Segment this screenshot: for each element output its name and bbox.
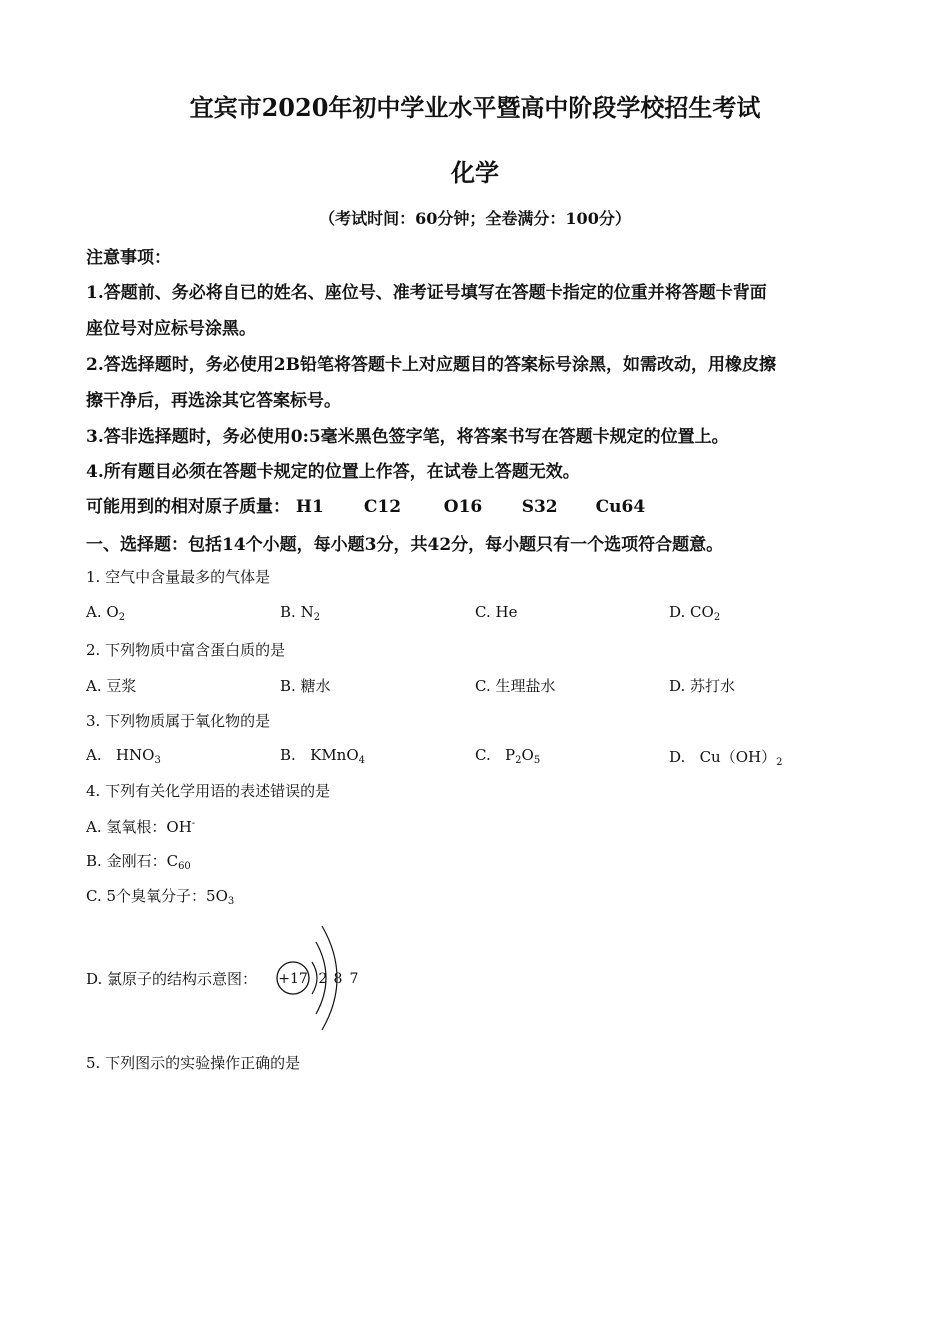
- notice-item-2-line2: 擦干净后，再选涂其它答案标号。: [86, 391, 341, 411]
- shell-2-electrons: 8: [333, 971, 343, 987]
- q4-option-a: A. 氢氧根：OH-: [86, 818, 196, 836]
- atomic-mass-cu: Cu64: [595, 497, 646, 517]
- q4-option-d: D. 氯原子的结构示意图：: [86, 970, 258, 988]
- notice-item-1-line2: 座位号对应标号涂黑。: [86, 319, 256, 339]
- q1-option-c: C. He: [475, 603, 518, 621]
- q3-option-d: D. $Cu(OH)_2$: [669, 748, 783, 768]
- notice-item-2-line1: 2.答选择题时，务必使用2B铅笔将答题卡上对应题目的答案标号涂黑，如需改动，用橡皮擦: [86, 355, 776, 375]
- question-5-stem: 5. 下列图示的实验操作正确的是: [86, 1054, 301, 1072]
- subject-title: 化学: [451, 158, 499, 187]
- notice-item-1-line1: 1.答题前、务必将自已的姓名、座位号、准考证号填写在答题卡指定的位重并将答题卡背面: [86, 283, 767, 303]
- q1-option-a: A. $O_2$: [86, 603, 126, 623]
- q3-option-c: C. $P_2O_5$: [475, 746, 541, 766]
- atomic-mass-label: 可能用到的相对原子质量：: [86, 497, 290, 517]
- q2-option-b: B. 糖水: [280, 677, 331, 695]
- nucleus-charge: +17: [278, 971, 308, 987]
- shell-1-electrons: 2: [318, 971, 328, 987]
- question-2-stem: 2. 下列物质中富含蛋白质的是: [86, 641, 286, 659]
- q2-option-a: A. 豆浆: [86, 677, 137, 695]
- electron-shell-1: [312, 962, 317, 994]
- notice-heading: 注意事项：: [86, 248, 171, 268]
- atomic-mass-h: H1: [295, 497, 324, 517]
- q3-option-b: B. KMnO$_4$: [280, 746, 366, 766]
- q2-option-d: D. 苏打水: [669, 677, 736, 695]
- question-4-stem: 4. 下列有关化学用语的表述错误的是: [86, 782, 331, 800]
- notice-item-3: 3.答非选择题时，务必使用0:5毫米黑色签字笔，将答案书写在答题卡规定的位置上。: [86, 427, 729, 447]
- q2-option-c: C. 生理盐水: [475, 677, 556, 695]
- question-3-stem: 3. 下列物质属于氧化物的是: [86, 712, 271, 730]
- section-1-heading: 一、选择题：包括14个小题，每小题3分，共42分，每小题只有一个选项符合题意。: [86, 535, 724, 555]
- shell-3-electrons: 7: [349, 971, 359, 987]
- q1-option-d: D. $CO_2$: [669, 603, 721, 623]
- chlorine-atom-diagram: [272, 922, 372, 1032]
- atomic-mass-o: O16: [443, 497, 483, 517]
- q4-option-c: C. 5个臭氧分子：$5O_3$: [86, 887, 235, 907]
- notice-item-4: 4.所有题目必须在答题卡规定的位置上作答，在试卷上答题无效。: [86, 462, 580, 482]
- atomic-mass-s: S32: [521, 497, 558, 517]
- atomic-mass-line: [86, 492, 645, 517]
- q1-option-b: B. $N_2$: [280, 603, 321, 623]
- atomic-mass-c: C12: [363, 497, 402, 517]
- question-1-stem: 1. 空气中含量最多的气体是: [86, 568, 271, 586]
- q3-option-a: A. $HNO_3$: [86, 746, 161, 766]
- exam-info: （考试时间：60分钟；全卷满分：100分）: [319, 209, 631, 228]
- q4-option-b: B. 金刚石：$C_{60}$: [86, 852, 191, 872]
- exam-title: 宜宾市2020年初中学业水平暨高中阶段学校招生考试: [189, 93, 761, 122]
